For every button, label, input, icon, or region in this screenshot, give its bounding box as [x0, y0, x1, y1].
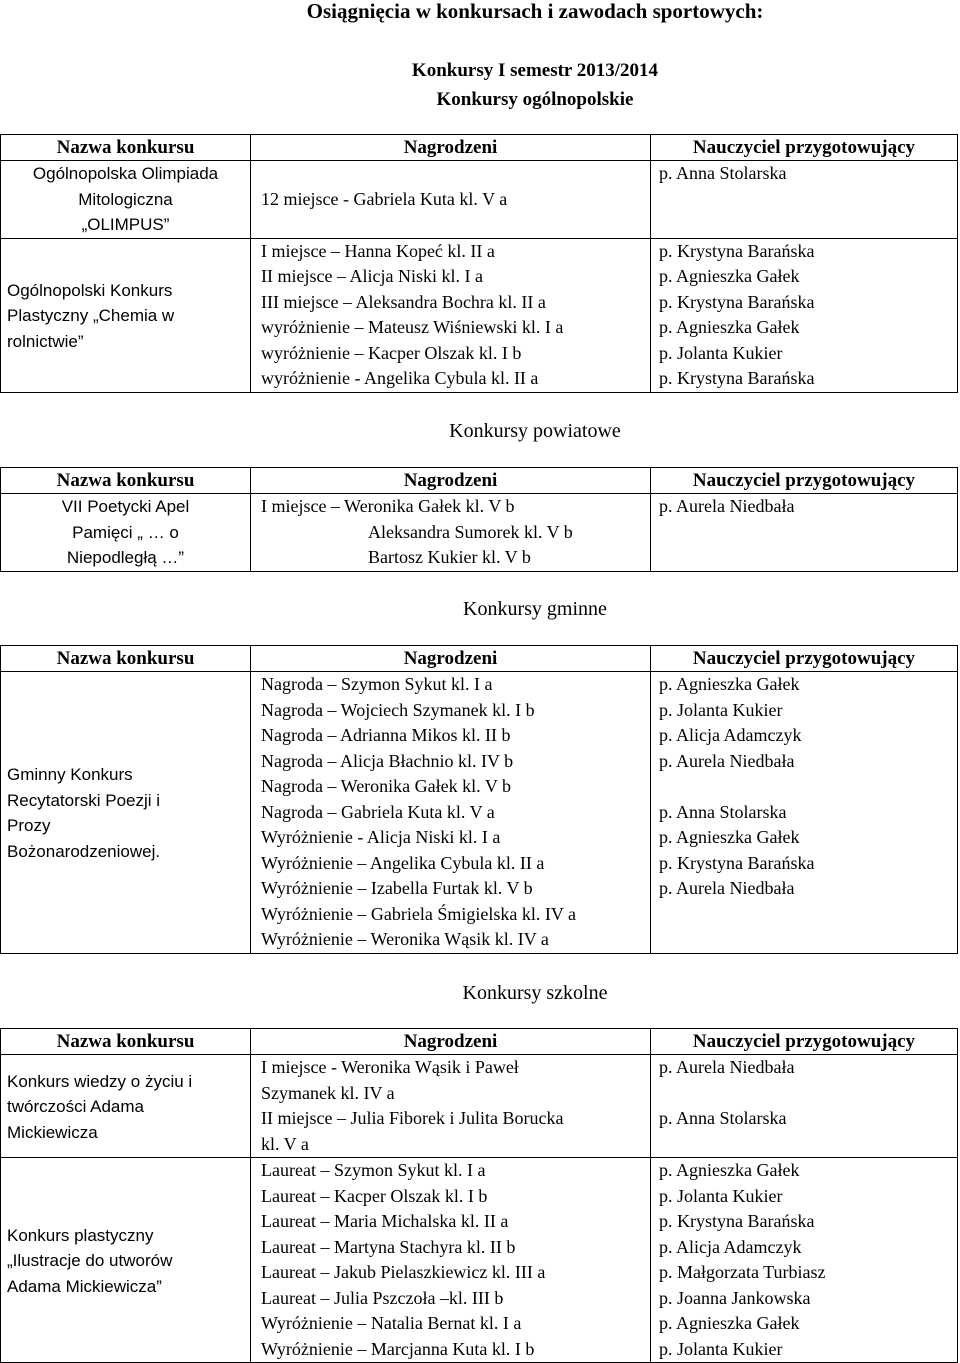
award-line: Nagroda – Wojciech Szymanek kl. I b — [261, 699, 535, 720]
award-line: Wyróżnienie - Alicja Niski kl. I a — [261, 827, 501, 847]
contest-name-line: twórczości Adama — [7, 1097, 144, 1117]
award-line: Wyróżnienie – Weronika Wąsik kl. IV a — [261, 929, 549, 949]
award-line: Nagroda – Adrianna Mikos kl. II b — [261, 725, 511, 745]
teacher-line: p. Małgorzata Turbiasz — [659, 1262, 826, 1282]
teacher-line — [659, 902, 957, 928]
header-winners: Nagrodzeni — [251, 1029, 651, 1055]
contest-name-line: „Ilustracje do utworów — [7, 1251, 173, 1271]
award-cell — [251, 1158, 651, 1363]
award-line: Wyróżnienie – Marcjanna Kuta kl. I b — [261, 1338, 535, 1359]
contest-name — [1, 1055, 251, 1158]
table-row — [1, 1158, 958, 1363]
teacher-line: p. Krystyna Barańska — [659, 240, 815, 261]
header-teacher: Nauczyciel przygotowujący — [651, 1029, 958, 1055]
contest-name — [1, 1158, 251, 1363]
teacher-line: p. Krystyna Barańska — [659, 1211, 815, 1231]
award-line: Laureat – Kacper Olszak kl. I b — [261, 1185, 488, 1206]
teacher-line: p. Aurela Niedbała — [659, 750, 795, 771]
teacher-line: p. Krystyna Barańska — [659, 368, 815, 388]
header-teacher: Nauczyciel przygotowujący — [651, 135, 958, 161]
award-line: I miejsce – Weronika Gałek kl. V b — [261, 496, 515, 516]
header-name: Nazwa konkursu — [1, 646, 251, 672]
contest-name-line: Prozy — [7, 816, 51, 836]
award-cell — [251, 494, 651, 572]
award-line: wyróżnienie – Mateusz Wiśniewski kl. I a — [261, 317, 564, 337]
header-winners: Nagrodzeni — [251, 468, 651, 494]
header-name: Nazwa konkursu — [1, 468, 251, 494]
header-name: Nazwa konkursu — [1, 135, 251, 161]
contest-name-line: VII Poetycki Apel — [61, 497, 190, 516]
table-row — [1, 1055, 958, 1158]
teacher-cell — [651, 161, 958, 239]
contest-name-line: Niepodległą …” — [66, 548, 185, 567]
teacher-line: p. Jolanta Kukier — [659, 699, 783, 720]
award-line: Nagroda – Alicja Błachnio kl. IV b — [261, 750, 514, 771]
award-line: Nagroda – Weronika Gałek kl. V b — [261, 776, 511, 796]
award-line: Wyróżnienie – Natalia Bernat kl. I a — [261, 1313, 522, 1333]
award-cell — [251, 1055, 651, 1158]
table-row — [1, 672, 958, 954]
teacher-line — [659, 1081, 957, 1107]
award-line: Bartosz Kukier kl. V b — [368, 547, 531, 567]
section-title-szkolne: Konkursy szkolne — [462, 982, 608, 1004]
teacher-line: p. Jolanta Kukier — [659, 1338, 783, 1359]
contest-name-line: Pamięci „ … o — [72, 522, 179, 542]
contest-name-line: Ogólnopolska Olimpiada — [32, 164, 219, 183]
award-line: wyróżnienie – Kacper Olszak kl. I b — [261, 342, 522, 363]
award-line: kl. V a — [261, 1133, 309, 1154]
teacher-line: p. Anna Stolarska — [659, 163, 787, 183]
teacher-line — [659, 927, 957, 953]
contest-name-line: „OLIMPUS” — [81, 215, 170, 234]
contest-name-line: Gminny Konkurs — [7, 765, 133, 785]
teacher-line: p. Agnieszka Gałek — [659, 1313, 800, 1333]
teacher-line: p. Jolanta Kukier — [659, 1185, 783, 1206]
section-title-ogolnopolskie: Konkursy ogólnopolskie — [436, 89, 634, 110]
teacher-cell — [651, 1055, 958, 1158]
award-line: I miejsce – Hanna Kopeć kl. II a — [261, 240, 495, 261]
award-line: Aleksandra Sumorek kl. V b — [368, 521, 573, 542]
contest-name-line: Bożonarodzeniowej. — [7, 841, 161, 861]
award-line: Wyróżnienie – Gabriela Śmigielska kl. IV a — [261, 903, 576, 924]
table-szkolne — [0, 1028, 958, 1363]
contest-name — [1, 238, 251, 392]
teacher-line: p. Joanna Jankowska — [659, 1287, 811, 1308]
teacher-cell — [651, 494, 958, 572]
award-line: II miejsce – Julia Fiborek i Julita Borucka — [261, 1108, 564, 1128]
award-line: Nagroda – Szymon Sykut kl. I a — [261, 674, 493, 694]
section-title-gminne: Konkursy gminne — [463, 598, 607, 620]
teacher-cell — [651, 238, 958, 392]
table-powiatowe — [0, 467, 958, 572]
award-line: Laureat – Martyna Stachyra kl. II b — [261, 1236, 516, 1257]
table-ogolnopolskie — [0, 134, 958, 393]
award-cell — [251, 672, 651, 954]
contest-name-line: rolnictwie” — [7, 331, 84, 351]
contest-name — [1, 494, 251, 572]
award-line: Laureat – Maria Michalska kl. II a — [261, 1211, 509, 1231]
award-line: 12 miejsce - Gabriela Kuta kl. V a — [261, 188, 508, 209]
teacher-line: p. Alicja Adamczyk — [659, 1236, 802, 1257]
teacher-line: p. Agnieszka Gałek — [659, 317, 800, 337]
award-line: Wyróżnienie – Izabella Furtak kl. V b — [261, 878, 533, 898]
contest-name-line: Konkurs wiedzy o życiu i — [7, 1071, 193, 1091]
table-header-row — [1, 135, 958, 161]
teacher-line: p. Anna Stolarska — [659, 801, 787, 822]
table-header-row — [1, 468, 958, 494]
table-row — [1, 494, 958, 572]
award-cell — [251, 238, 651, 392]
award-line: Szymanek kl. IV a — [261, 1082, 395, 1103]
teacher-line: p. Agnieszka Gałek — [659, 827, 800, 847]
contest-name-line: Adama Mickiewicza” — [7, 1276, 162, 1296]
table-gminne — [0, 645, 958, 954]
teacher-line: p. Krystyna Barańska — [659, 852, 815, 873]
contest-name — [1, 672, 251, 954]
table-row — [1, 238, 958, 392]
teacher-line: p. Agnieszka Gałek — [659, 1160, 800, 1180]
table-header-row — [1, 1029, 958, 1055]
header-winners: Nagrodzeni — [251, 646, 651, 672]
teacher-line: p. Agnieszka Gałek — [659, 674, 800, 694]
teacher-line: p. Alicja Adamczyk — [659, 725, 802, 745]
contest-name-line: Konkurs plastyczny — [7, 1225, 154, 1245]
semester-title: Konkursy I semestr 2013/2014 — [411, 60, 659, 81]
table-header-row — [1, 646, 958, 672]
award-cell — [251, 161, 651, 239]
contest-name-line: Recytatorski Poezji i — [7, 790, 161, 810]
section-title-powiatowe: Konkursy powiatowe — [449, 420, 621, 442]
teacher-line: p. Krystyna Barańska — [659, 291, 815, 312]
teacher-line: p. Jolanta Kukier — [659, 342, 783, 363]
teacher-line: p. Aurela Niedbała — [659, 1057, 795, 1077]
award-line: I miejsce - Weronika Wąsik i Paweł — [261, 1057, 519, 1077]
teacher-cell — [651, 672, 958, 954]
teacher-line: p. Agnieszka Gałek — [659, 266, 800, 286]
award-line: Wyróżnienie – Angelika Cybula kl. II a — [261, 852, 545, 873]
award-line: III miejsce – Aleksandra Bochra kl. II a — [261, 291, 546, 312]
teacher-line — [659, 1132, 957, 1158]
header-teacher: Nauczyciel przygotowujący — [651, 646, 958, 672]
award-line: Laureat – Julia Pszczoła –kl. III b — [261, 1287, 504, 1308]
award-line: Nagroda – Gabriela Kuta kl. V a — [261, 801, 495, 822]
contest-name-line: Ogólnopolski Konkurs — [7, 280, 173, 300]
contest-name — [1, 161, 251, 239]
contest-name-line: Plastyczny „Chemia w — [7, 306, 175, 326]
header-teacher: Nauczyciel przygotowujący — [651, 468, 958, 494]
teacher-cell — [651, 1158, 958, 1363]
award-line: Laureat – Jakub Pielaszkiewicz kl. III a — [261, 1262, 546, 1282]
contest-name-line: Mitologiczna — [78, 189, 173, 209]
award-line: II miejsce – Alicja Niski kl. I a — [261, 266, 483, 286]
table-row — [1, 161, 958, 239]
teacher-line: p. Aurela Niedbała — [659, 878, 795, 898]
teacher-line: p. Anna Stolarska — [659, 1108, 787, 1128]
header-name: Nazwa konkursu — [1, 1029, 251, 1055]
teacher-line — [659, 774, 957, 800]
page-title: Osiągnięcia w konkursach i zawodach sportowych: — [306, 0, 764, 23]
award-line: wyróżnienie - Angelika Cybula kl. II a — [261, 368, 539, 388]
teacher-line: p. Aurela Niedbała — [659, 496, 795, 516]
header-winners: Nagrodzeni — [251, 135, 651, 161]
award-line: Laureat – Szymon Sykut kl. I a — [261, 1160, 486, 1180]
contest-name-line: Mickiewicza — [7, 1122, 98, 1142]
